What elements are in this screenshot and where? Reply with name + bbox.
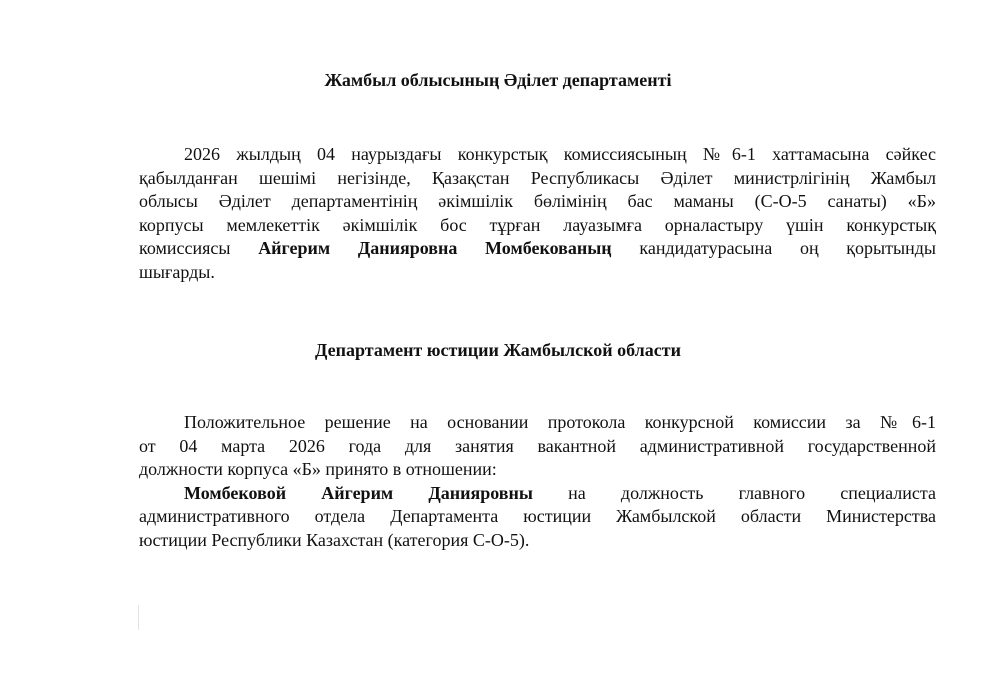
kz-line-3	[139, 190, 936, 214]
kz-heading: Жамбыл облысының Әділет департаменті	[324, 70, 672, 90]
text: должности корпуса «Б» принято в отношении:	[139, 459, 497, 479]
kz-line-2	[139, 167, 936, 191]
text: Положительное решение на основании протокола конкурсной комиссии за №6-1	[184, 412, 936, 432]
kz-paragraph	[139, 143, 936, 284]
ru-line-6	[139, 529, 936, 553]
candidate-name-ru: Момбековой Айгерим Данияровны	[184, 482, 533, 503]
text: от 04 марта 2026 года для занятия вакантной административной государственной	[139, 435, 936, 456]
text: кандидатурасына оң қорытынды	[611, 238, 936, 258]
ru-line-3	[139, 458, 936, 482]
text: на должность главного специалиста	[532, 482, 936, 503]
kz-line-6	[139, 261, 936, 285]
ru-line-2	[139, 435, 936, 459]
ru-paragraph	[139, 411, 936, 552]
text: қабылданған шешімі негізінде, Қазақстан Республикасы Әділет министрлігінің Жамбыл	[139, 167, 936, 188]
kz-line-4	[139, 214, 936, 238]
text: шығарды.	[139, 261, 215, 282]
text: облысы Әділет департаментінің әкімшілік бөлімінің бас маманы (С-О-5 санаты) «Б»	[139, 191, 936, 211]
ru-heading: Департамент юстиции Жамбылской области	[315, 340, 681, 360]
text: комиссиясы	[139, 238, 259, 258]
kz-line-5	[139, 237, 936, 261]
text: корпусы мемлекеттік әкімшілік бос тұрған лауазымға орналастыру үшін конкурстық	[139, 214, 936, 235]
kz-line-1	[139, 143, 936, 167]
text: 2026 жылдың 04 наурыздағы конкурстық комиссиясының №6-1 хаттамасына сәйкес	[184, 144, 936, 164]
text: административного отдела Департамента юстиции Жамбылской области Министерства	[139, 506, 936, 526]
ru-line-5	[139, 505, 936, 529]
candidate-name-kz: Айгерим Данияровна Момбекованың	[258, 238, 612, 258]
text: юстиции Республики Казахстан (категория С-О-5).	[139, 529, 530, 550]
text-cursor	[138, 605, 139, 630]
ru-line-4	[139, 482, 936, 506]
ru-line-1	[139, 411, 936, 435]
